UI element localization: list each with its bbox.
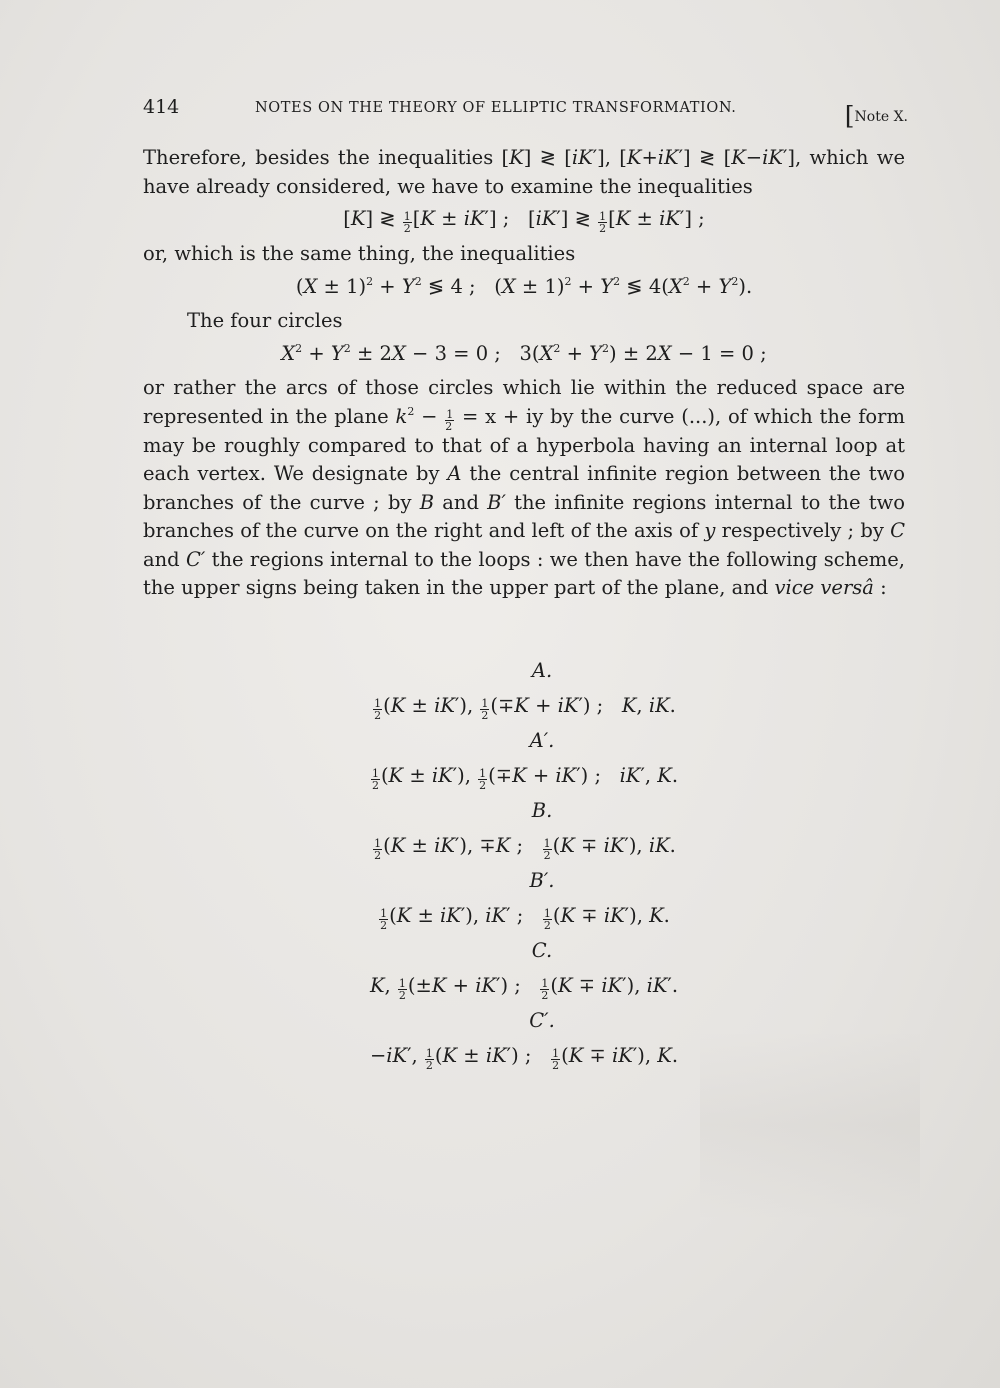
inequality-display-1: [K] ≷ $\frac{1}{2}$ [K ± iK′] ; [iK′] ≷ $\frac{1}{2}$ [K ± iK′] ;	[343, 207, 705, 235]
scheme-formula: K, $\frac{1}{2}$ (±K + iK′) ; $\frac{1}{2}$ (K ∓ iK′), iK′.	[369, 974, 679, 1002]
show-through-shadow	[700, 1030, 920, 1220]
circles-equation: $X^2 + Y^2 \pm 2X - 3 = 0$ ; $3(X^2 + Y^2) \pm 2X - 1 = 0$ ;	[281, 341, 767, 365]
scheme-formula: $\frac{1}{2}$ (K ± iK′), ∓K ; $\frac{1}{2}$ (K ∓ iK′), iK.	[374, 834, 676, 862]
scheme-label: B′.	[529, 869, 555, 892]
page-number: 414	[143, 96, 180, 118]
paragraph-regions: or rather the arcs of those circles which lie within the reduced space are represented in the plane $k^2$ − $\frac{1}{2}$ = x + iy by the curve (...), of which the form may be roughly compared to that of a hyperbola having an internal loop at each vertex. We designate by A the central infinite region between the two branches of the curve ; by B and B′ the infinite regions internal to the two branches of the curve on the right and left of the axis of y respectively ; by C and C′ the regions internal to the loops : we then have the following scheme, the upper signs being taken in the upper part of the plane, and vice versâ :	[143, 376, 906, 599]
scheme-label: B.	[531, 799, 553, 822]
paragraph-four-circles: The four circles	[187, 309, 343, 332]
paragraph-same-thing: or, which is the same thing, the inequalities	[143, 242, 576, 265]
body-text	[143, 144, 905, 603]
scheme-entry-b	[143, 796, 905, 866]
scheme-entry-a	[143, 656, 905, 726]
running-head	[143, 96, 908, 130]
scheme-label: A′.	[529, 729, 555, 752]
region-scheme	[143, 656, 905, 1076]
scheme-label: C′.	[529, 1009, 555, 1032]
scheme-entry-b-prime	[143, 866, 905, 936]
note-label: [Note X.	[844, 101, 908, 130]
scheme-formula: −iK′, $\frac{1}{2}$ (K ± iK′) ; $\frac{1}{2}$ (K ∓ iK′), K.	[369, 1044, 679, 1072]
running-title: NOTES ON THE THEORY OF ELLIPTIC TRANSFORMATION.	[255, 100, 737, 116]
scheme-formula: $\frac{1}{2}$ (K ± iK′), $\frac{1}{2}$ (∓K + iK′) ; K, iK.	[374, 694, 676, 722]
scheme-label: A.	[531, 659, 553, 682]
scheme-entry-c	[143, 936, 905, 1006]
inequality-display-2: $(X \pm 1)^2 + Y^2$ ≶ 4 ; $(X \pm 1)^2 + Y^2$ ≶ $4(X^2 + Y^2)$.	[295, 274, 753, 298]
scheme-entry-a-prime	[143, 726, 905, 796]
paragraph-inequalities-intro: Therefore, besides the inequalities [K] ≷ [iK′], [K+iK′] ≷ [K−iK′], which we have already considered, we have to examine the inequalities	[143, 146, 905, 198]
scheme-formula: $\frac{1}{2}$ (K ± iK′), iK′ ; $\frac{1}{2}$ (K ∓ iK′), K.	[380, 904, 670, 932]
scheme-label: C.	[531, 939, 553, 962]
scheme-formula: $\frac{1}{2}$ (K ± iK′), $\frac{1}{2}$ (∓K + iK′) ; iK′, K.	[371, 764, 679, 792]
